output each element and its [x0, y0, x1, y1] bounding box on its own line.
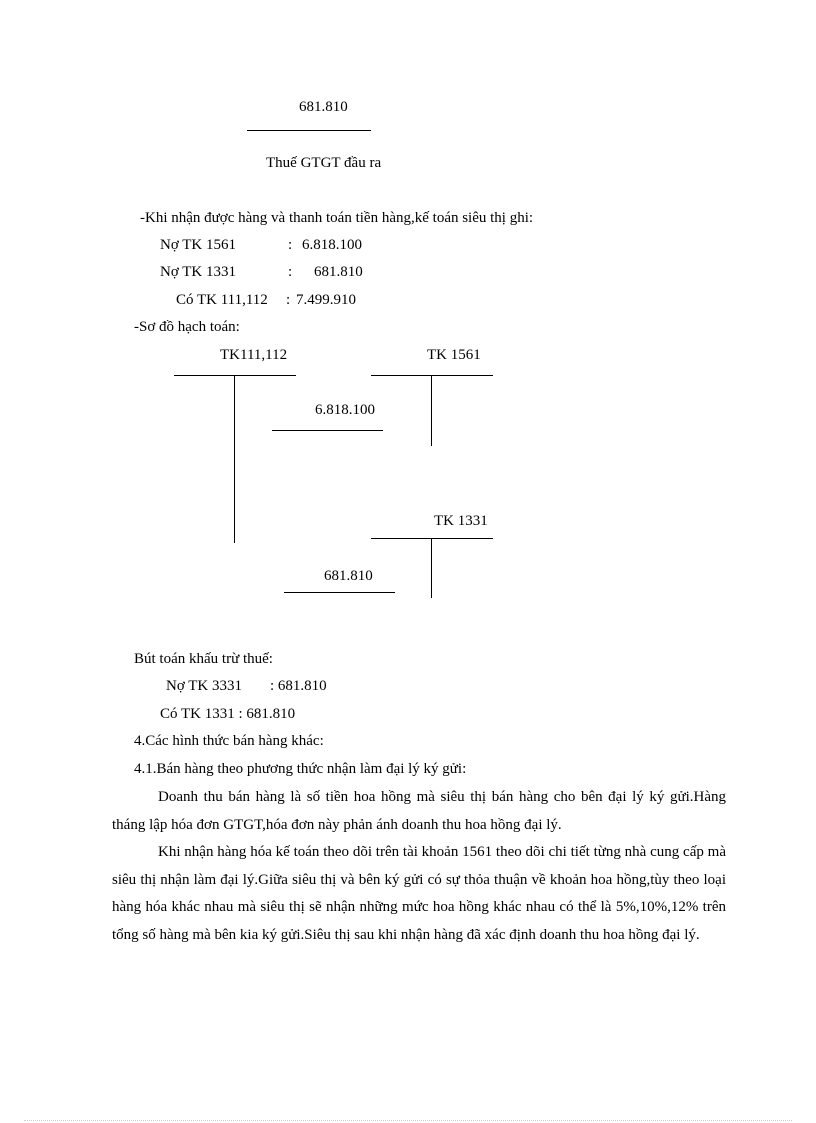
entry2-heading: Bút toán khấu trừ thuế: [134, 651, 273, 667]
entry1-line2-sep: : [288, 264, 293, 280]
entry2-line1-label: Nợ TK 3331 [166, 678, 242, 694]
flow-line-to-tk1561 [272, 430, 383, 431]
entry1-line3-sep: : [286, 292, 291, 308]
entry1-line1-sep: : [288, 237, 293, 253]
entry1-line2-label: Nợ TK 1331 [160, 264, 236, 280]
t-account-tk1561-top [371, 375, 493, 376]
section-title: 4.Các hình thức bán hàng khác: [134, 733, 324, 749]
entry2-line2: Có TK 1331 : 681.810 [160, 706, 296, 722]
page-bottom-border [24, 1120, 792, 1121]
t-account-tk111-112-stem [234, 375, 235, 543]
flow-amount-to-tk1561: 6.818.100 [315, 402, 375, 418]
entry1-intro: -Khi nhận được hàng và thanh toán tiền hàng,kế toán siêu thị ghi: [140, 210, 534, 226]
account-label-tk1331: TK 1331 [434, 513, 488, 529]
top-caption: Thuế GTGT đầu ra [266, 155, 382, 171]
flow-line-to-tk1331 [284, 592, 395, 593]
top-amount-underline [247, 130, 371, 131]
paragraph-1: Doanh thu bán hàng là số tiền hoa hồng mà siêu thị bán hàng cho bên đại lý ký gửi.Hàng tháng lập hóa đơn GTGT,hóa đơn này phản ánh doanh thu hoa hồng đại lý. [112, 789, 726, 833]
t-account-tk1331-top [371, 538, 493, 539]
top-amount: 681.810 [299, 99, 348, 115]
entry1-line3-label: Có TK 111,112 [176, 292, 268, 308]
paragraph-2: Khi nhận hàng hóa kế toán theo dõi trên tài khoản 1561 theo dõi chi tiết từng nhà cung cấp mà siêu thị nhận làm đại lý.Giữa siêu thị và bên ký gửi có sự thỏa thuận về khoản hoa hồng,tùy theo loại hàng hóa khác nhau mà siêu thị sẽ nhận những mức hoa hồng khác nhau có thể là 5%,10%,12% trên tổng số hàng mà bên kia ký gửi.Siêu thị sau khi nhận hàng đã xác định doanh thu hoa hồng đại lý. [112, 844, 726, 943]
entry2-line1-value: : 681.810 [270, 678, 327, 694]
entry1-line1-value: 6.818.100 [302, 237, 362, 253]
t-account-tk1331-stem [431, 538, 432, 598]
entry1-line3-value: 7.499.910 [296, 292, 356, 308]
entry1-line1-label: Nợ TK 1561 [160, 237, 236, 253]
account-label-tk1561: TK 1561 [427, 347, 481, 363]
t-account-tk111-112-top [174, 375, 296, 376]
entry1-line2-value: 681.810 [314, 264, 363, 280]
flow-amount-to-tk1331: 681.810 [324, 568, 373, 584]
t-account-tk1561-stem [431, 375, 432, 446]
section-subtitle: 4.1.Bán hàng theo phương thức nhận làm đại lý ký gửi: [134, 761, 467, 777]
diagram-heading: -Sơ đồ hạch toán: [134, 319, 240, 335]
account-label-tk111-112: TK111,112 [220, 347, 288, 363]
